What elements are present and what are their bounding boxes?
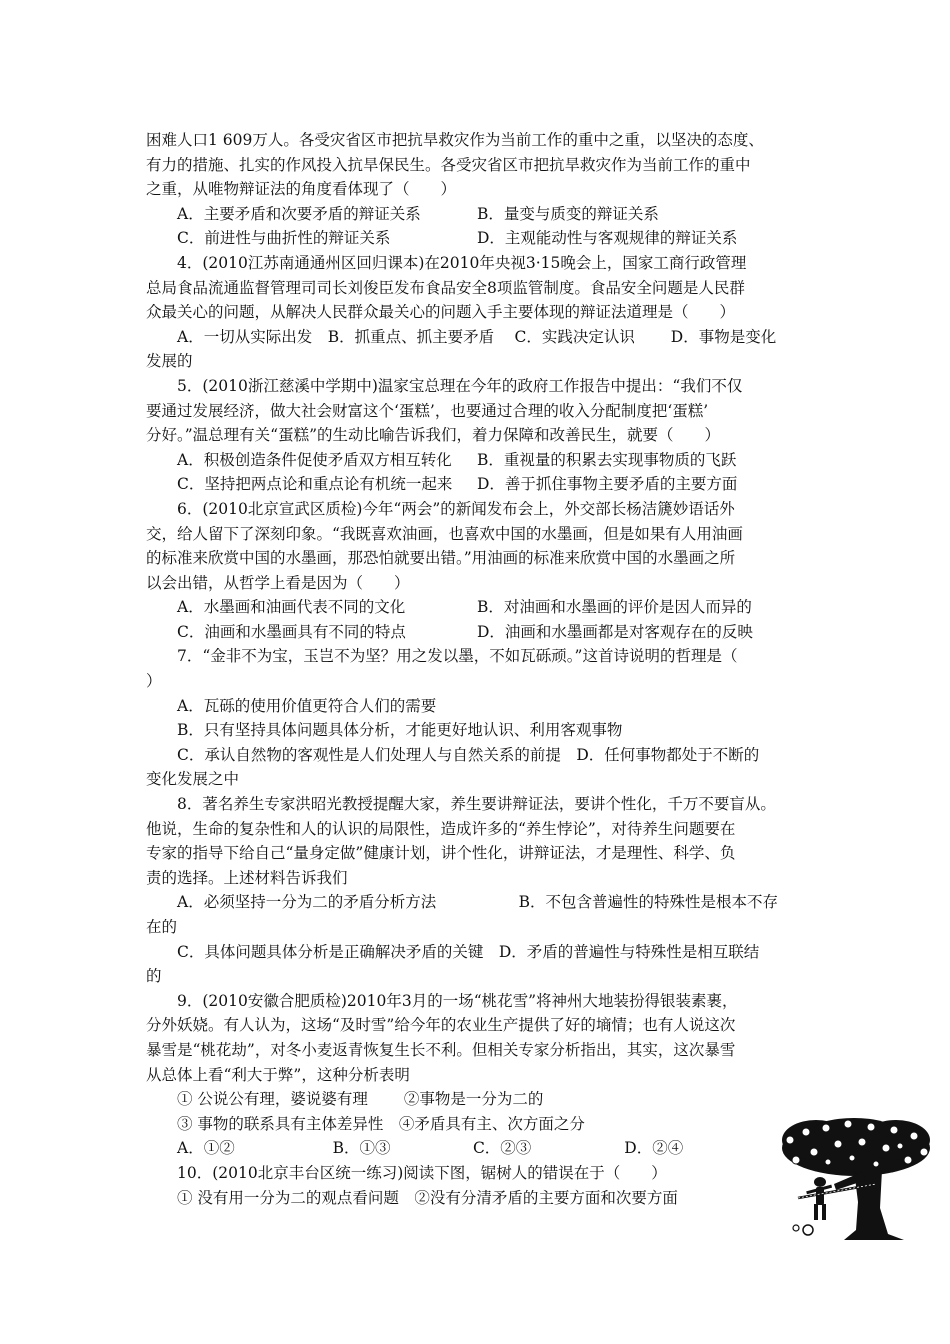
text-line: 在的 (146, 918, 178, 936)
text-line: 总局食品流通监督管理司司长刘俊臣发布食品安全8项监管制度。食品安全问题是人民群 (146, 278, 745, 297)
text-line (146, 472, 810, 497)
text-line: A．必须坚持一分为二的矛盾分析方法 B．不包含普遍性的特殊性是根本不存 (177, 893, 779, 912)
text-line: 5．(2010浙江慈溪中学期中)温家宝总理在今年的政府工作报告中提出：“我们不仅 (177, 376, 743, 395)
text-line: ③ 事物的联系具有主体差异性 ④矛盾具有主、次方面之分 (177, 1114, 585, 1133)
text-line (146, 202, 810, 227)
text-line: 9．(2010安徽合肥质检)2010年3月的一场“桃花雪”将神州大地装扮得银装素裹， (177, 991, 738, 1010)
option-text: A．水墨画和油画代表不同的文化 (177, 598, 406, 617)
text-line: 7．“金非不为宝，玉岂不为坚？用之发以墨，不如瓦砾顽。”这首诗说明的哲理是（ (177, 647, 738, 666)
text-line: 的标准来欣赏中国的水墨画，那恐怕就要出错。”用油画的标准来欣赏中国的水墨画之所 (146, 549, 736, 568)
text-line: 分外妖娆。有人认为，这场“及时雪”给今年的农业生产提供了好的墒情；也有人说这次 (146, 1016, 736, 1035)
text-line: 要通过发展经济，做大社会财富这个‘蛋糕’，也要通过合理的收入分配制度把‘蛋糕’ (146, 401, 709, 420)
text-line: 6．(2010北京宣武区质检)今年“两会”的新闻发布会上，外交部长杨洁篪妙语话外 (177, 499, 735, 518)
text-line: A．瓦砾的使用价值更符合人们的需要 (177, 696, 437, 715)
option-text: A．积极创造条件促使矛盾双方相互转化 (177, 450, 452, 469)
text-line: 以会出错，从哲学上看是因为（ ） (146, 573, 410, 592)
text-line (146, 595, 810, 620)
text-line: 专家的指导下给自己“量身定做”健康计划，讲个性化，讲辩证法，才是理性、科学、负 (146, 844, 736, 863)
text-line: 10．(2010北京丰台区统一练习)阅读下图，锯树人的错误在于（ ） (177, 1163, 667, 1182)
text-line (146, 448, 810, 473)
question-page (146, 128, 810, 1210)
text-line: 之重，从唯物辩证法的角度看体现了（ ） (146, 180, 457, 199)
text-line (146, 620, 810, 645)
text-line: 暴雪是“桃花劫”，对冬小麦返青恢复生长不利。但相关专家分析指出，其实，这次暴雪 (146, 1040, 736, 1059)
option-text: A．主要矛盾和次要矛盾的辩证关系 (177, 204, 421, 223)
sawing-tree-illustration (776, 1118, 932, 1242)
text-line: C．承认自然物的客观性是人们处理人与自然关系的前提 D．任何事物都处于不断的 (177, 745, 760, 764)
text-line: ） (146, 672, 162, 691)
text-line: C．具体问题具体分析是正确解决矛盾的关键 D．矛盾的普遍性与特殊性是相互联结 (177, 942, 760, 961)
text-line: 责的选择。上述材料告诉我们 (146, 868, 348, 887)
ground-stone (803, 1225, 813, 1235)
option-text: C．坚持把两点论和重点论有机统一起来 (177, 475, 453, 494)
text-line: 发展的 (146, 352, 193, 371)
text-line (146, 226, 810, 251)
text-line: 分好。”温总理有关“蛋糕”的生动比喻告诉我们，着力保障和改善民生，就要（ ） (146, 426, 721, 445)
text-line: A．一切从实际出发 B．抓重点、抓主要矛盾 C．实践决定认识 D．事物是变化 (177, 327, 777, 346)
text-line: 8．著名养生专家洪昭光教授提醒大家，养生要讲辩证法，要讲个性化，千万不要盲从。 (177, 795, 776, 814)
sawing-man-figure (806, 1177, 832, 1220)
text-line: 众最关心的问题，从解决人民群众最关心的问题入手主要体现的辩证法道理是（ ） (146, 303, 736, 322)
option-text: D．善于抓住事物主要矛盾的主要方面 (477, 475, 738, 494)
text-line: 4．(2010江苏南通通州区回归课本)在2010年央视3·15晚会上，国家工商行政管理 (177, 253, 747, 272)
text-line: 有力的措施、扎实的作风投入抗旱保民生。各受灾省区市把抗旱救灾作为当前工作的重中 (146, 155, 751, 174)
text-line: ① 公说公有理，婆说婆有理 ②事物是一分为二的 (177, 1090, 544, 1109)
text-line: 的 (146, 967, 162, 986)
option-text: D．油画和水墨画都是对客观存在的反映 (477, 622, 753, 641)
option-text: B．对油画和水墨画的评价是因人而异的 (477, 598, 752, 617)
text-line: ① 没有用一分为二的观点看问题 ②没有分清矛盾的主要方面和次要方面 (177, 1188, 678, 1207)
text-line: 从总体上看“利大于弊”，这种分析表明 (146, 1065, 410, 1084)
text-line: 他说，生命的复杂性和人的认识的局限性，造成许多的“养生悖论”，对待养生问题要在 (146, 819, 736, 838)
option-text: D．主观能动性与客观规律的辩证关系 (477, 229, 738, 248)
option-text: C．油画和水墨画具有不同的特点 (177, 622, 406, 641)
text-line: B．只有坚持具体问题具体分析，才能更好地认识、利用客观事物 (177, 721, 623, 740)
tree-canopy (782, 1118, 930, 1176)
text-line: A．①② B．①③ C．②③ D．②④ (177, 1139, 684, 1158)
option-text: C．前进性与曲折性的辩证关系 (177, 229, 391, 248)
option-text: B．量变与质变的辩证关系 (477, 204, 659, 223)
text-line: 交，给人留下了深刻印象。“我既喜欢油画，也喜欢中国的水墨画，但是如果有人用油画 (146, 524, 743, 543)
option-text: B．重视量的积累去实现事物质的飞跃 (477, 450, 737, 469)
text-line: 困难人口1 609万人。各受灾省区市把抗旱救灾作为当前工作的重中之重，以坚决的态度、 (146, 131, 764, 149)
text-line: 变化发展之中 (146, 770, 240, 789)
